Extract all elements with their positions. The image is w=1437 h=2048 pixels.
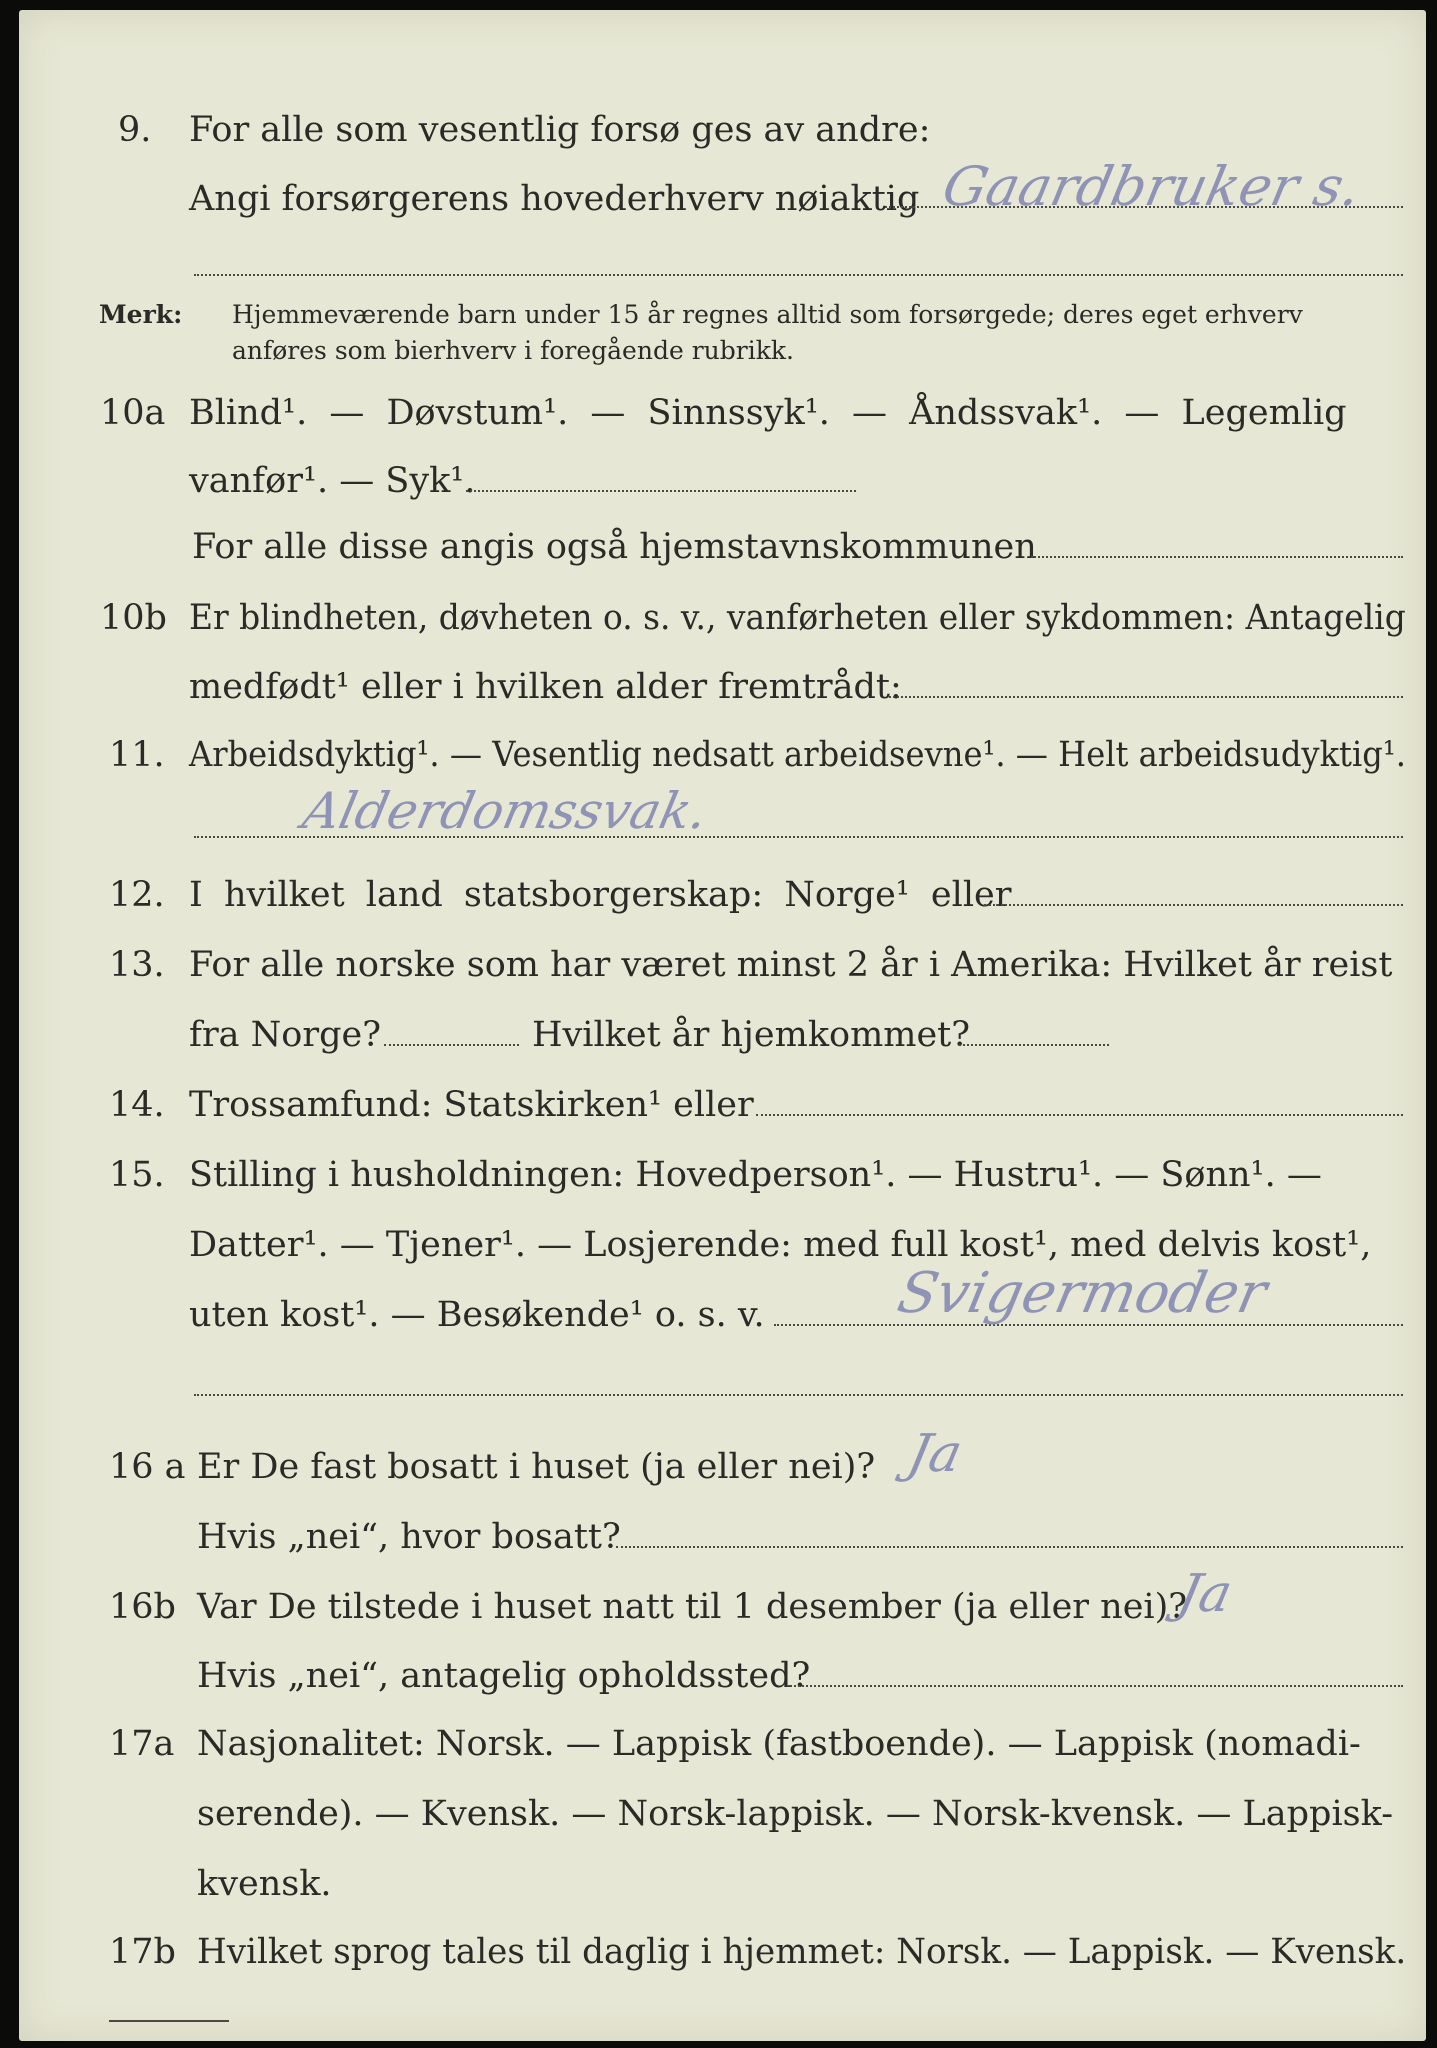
q10a-number: 10a [100,393,166,433]
q16b-handwritten-answer: Ja [1172,1564,1238,1624]
q16a-line1: Er De fast bosatt i huset (ja eller nei)? [197,1447,876,1487]
q9-handwritten-answer: Gaardbruker s. [937,155,1367,218]
q9-line1: For alle som vesentlig forsø ges av andre: [189,110,931,150]
q17b-number: 17b [109,1932,176,1972]
q11-answer-line [194,836,1403,838]
q13-hjemkommet-line [959,1044,1109,1046]
census-form-page [19,10,1426,2041]
q17a-line1: Nasjonalitet: Norsk. — Lappisk (fastboende). — Lappisk (nomadi- [197,1724,1361,1764]
q15-line2: Datter¹. — Tjener¹. — Losjerende: med full kost¹, med delvis kost¹, [189,1225,1372,1265]
footnote-rule [109,2020,229,2022]
q15-number: 15. [109,1155,165,1195]
q17b-line1: Hvilket sprog tales til daglig i hjemmet: Norsk. — Lappisk. — Kvensk. [197,1932,1407,1972]
q14-line1: Trossamfund: Statskirken¹ eller [189,1085,754,1125]
q16b-number: 16b [109,1587,176,1627]
q10a-line3: For alle disse angis også hjemstavnskommunen [192,527,1037,567]
q14-number: 14. [109,1085,165,1125]
q13-reist-line [384,1044,519,1046]
q13-line2a: fra Norge? [189,1015,381,1055]
q15-line1: Stilling i husholdningen: Hovedperson¹. — Hustru¹. — Sønn¹. — [189,1155,1322,1195]
q15-handwritten-answer: Svigermoder [892,1261,1273,1326]
q9-line2: Angi forsørgerens hovederhverv nøiaktig [189,179,920,219]
q10a-syk-line [466,490,856,492]
q11-number: 11. [109,735,165,775]
merk-line1: Hjemmeværende barn under 15 år regnes alltid som forsørgede; deres eget erhverv [232,300,1303,329]
q16a-bosatt-line [616,1546,1403,1548]
q17a-line2: serende). — Kvensk. — Norsk-lappisk. — Norsk-kvensk. — Lappisk- [197,1794,1394,1834]
q15-line3: uten kost¹. — Besøkende¹ o. s. v. [189,1295,765,1335]
q13-line2b: Hvilket år hjemkommet? [532,1015,971,1055]
merk-line2: anføres som bierhverv i foregående rubrikk. [232,336,794,365]
q10a-line2: vanfør¹. — Syk¹. [189,461,476,501]
q14-answer-line [756,1114,1403,1116]
q10a-kommune-line [1031,556,1403,558]
q16b-opholdssted-line [787,1685,1403,1687]
q12-line1: I hvilket land statsborgerskap: Norge¹ eller [189,875,1012,915]
q11-handwritten-answer: Alderdomssvak. [297,782,713,840]
q17a-number: 17a [109,1724,175,1764]
q16b-line2: Hvis „nei“, antagelig opholdssted? [197,1656,811,1696]
merk-label: Merk: [99,300,183,329]
q12-number: 12. [109,875,165,915]
q10b-answer-line [889,696,1403,698]
q15-extra-line [194,1394,1403,1396]
q13-line1: For alle norske som har været minst 2 år i Amerika: Hvilket år reist [189,945,1393,985]
q13-number: 13. [109,945,165,985]
q16a-number: 16 a [109,1447,186,1487]
q9-number: 9. [118,110,152,150]
q12-answer-line [984,904,1403,906]
q16a-line2: Hvis „nei“, hvor bosatt? [197,1517,621,1557]
q9-extra-line [194,274,1403,276]
q10a-line1: Blind¹. — Døvstum¹. — Sinnssyk¹. — Åndssvak¹. — Legemlig [189,393,1347,433]
q16a-handwritten-answer: Ja [902,1424,968,1484]
q10b-line2: medfødt¹ eller i hvilken alder fremtrådt: [189,667,902,707]
q17a-line3: kvensk. [197,1864,332,1904]
q16b-line1: Var De tilstede i huset natt til 1 desember (ja eller nei)? [197,1587,1188,1627]
q11-line1: Arbeidsdyktig¹. — Vesentlig nedsatt arbeidsevne¹. — Helt arbeidsudyktig¹. [189,735,1406,775]
q10b-number: 10b [100,598,167,638]
q10b-line1: Er blindheten, døvheten o. s. v., vanførheten eller sykdommen: Antagelig [189,598,1406,638]
